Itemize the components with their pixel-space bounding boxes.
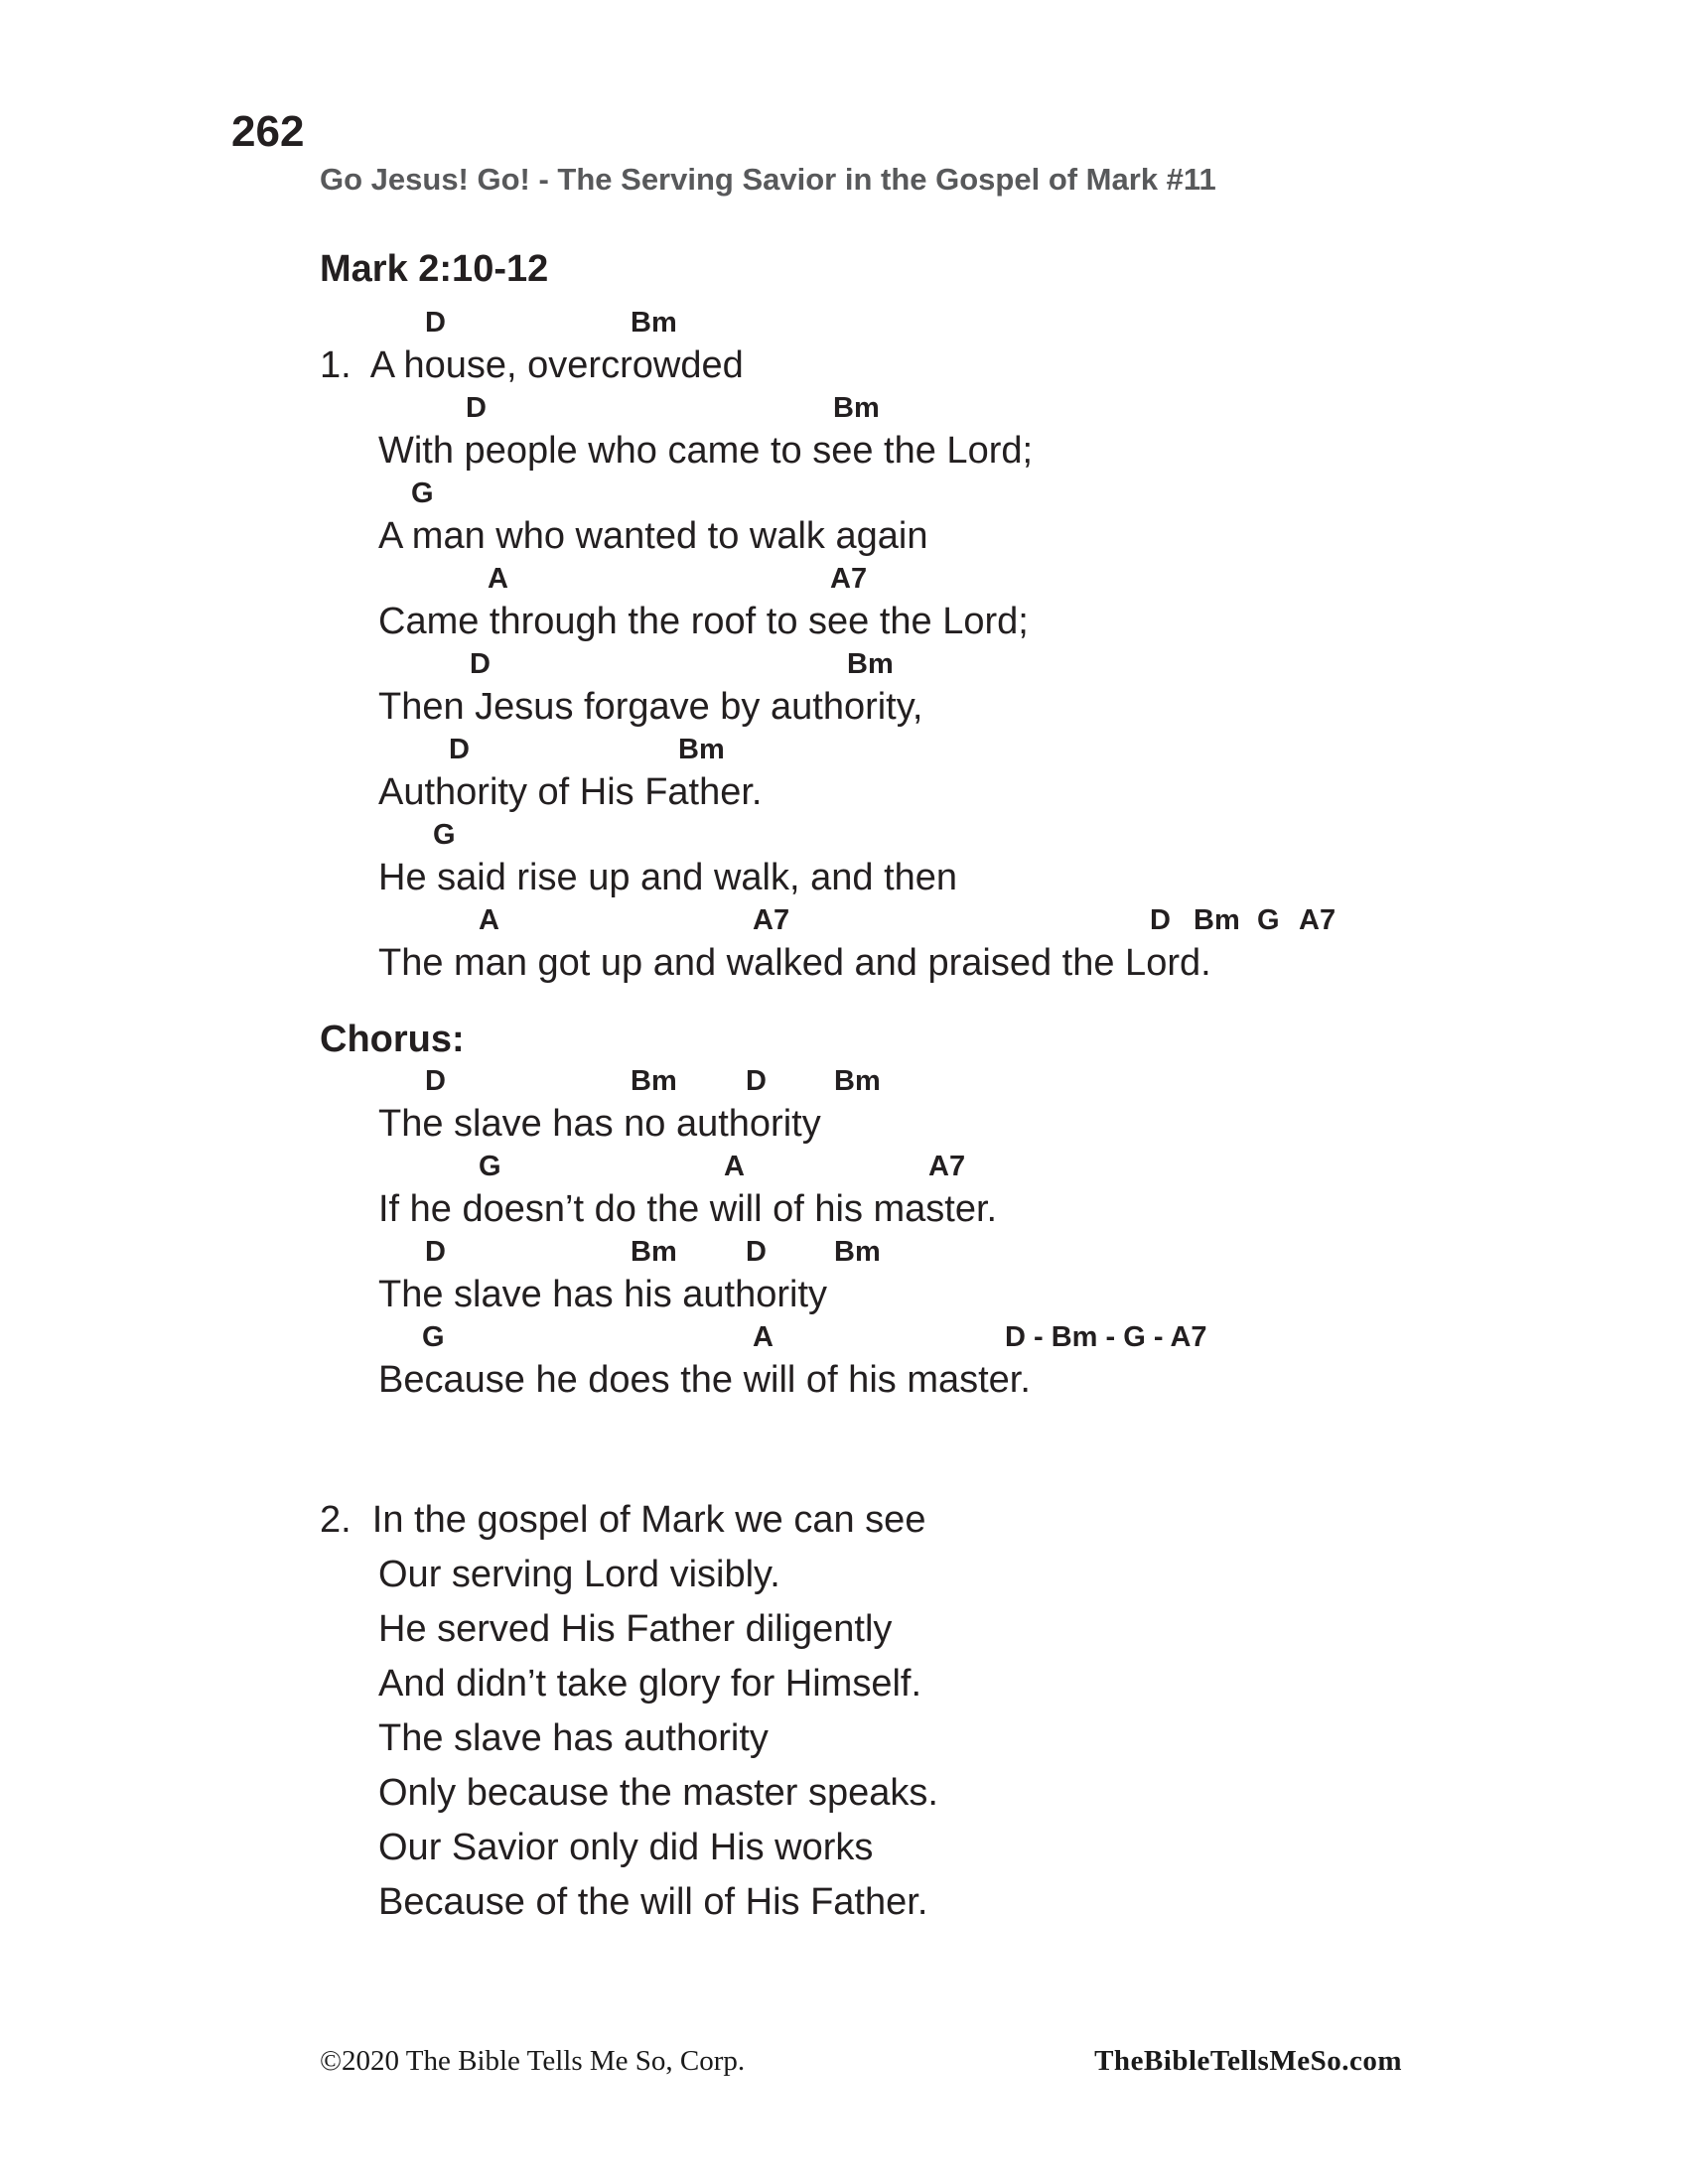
chord-lyric-line <box>320 1235 1472 1320</box>
chord-lyric-line <box>320 1320 1472 1406</box>
chorus-heading: Chorus: <box>320 1019 465 1060</box>
song-series-title: Go Jesus! Go! - The Serving Savior in the Gospel of Mark #11 <box>320 162 1216 197</box>
chord-row <box>320 903 1472 937</box>
chord-symbol: Bm <box>678 734 725 765</box>
chord-symbol: D <box>449 734 470 765</box>
chord-symbol: Bm <box>631 1236 677 1268</box>
lyric-text: Our serving Lord visibly. <box>378 1554 780 1595</box>
lyric-text: He said rise up and walk, and then <box>378 857 958 898</box>
lyric-text: 1. A house, overcrowded <box>320 344 744 386</box>
chord-symbol: A7 <box>753 904 790 936</box>
chord-symbol: A7 <box>830 563 868 595</box>
chord-row <box>320 306 1472 340</box>
chord-row <box>320 1320 1472 1354</box>
lyric-text: A man who wanted to walk again <box>378 515 928 557</box>
chord-symbol: G <box>422 1321 445 1353</box>
lyric-text: And didn’t take glory for Himself. <box>378 1663 922 1705</box>
website-text: TheBibleTellsMeSo.com <box>1094 2045 1402 2077</box>
lyric-line <box>320 1548 1472 1602</box>
chord-symbol: A <box>479 904 499 936</box>
chord-symbol: A7 <box>928 1151 966 1182</box>
lyric-text: The slave has his authority <box>378 1274 828 1315</box>
chord-symbol: Bm <box>1194 904 1240 936</box>
chord-symbol: Bm <box>631 307 677 339</box>
verse-2 <box>320 1493 1472 1930</box>
scripture-heading: Mark 2:10-12 <box>320 248 549 290</box>
lyric-text: Only because the master speaks. <box>378 1772 938 1814</box>
chord-symbol: A <box>724 1151 745 1182</box>
chord-symbol: G <box>1257 904 1280 936</box>
chord-symbol: D <box>746 1065 767 1097</box>
chord-symbol: D <box>746 1236 767 1268</box>
chord-symbol: D <box>425 1236 446 1268</box>
chord-symbol: D <box>425 1065 446 1097</box>
page-footer <box>320 2045 1402 2078</box>
lyric-text: The man got up and walked and praised the Lord. <box>378 942 1211 984</box>
chord-symbol: G <box>411 478 434 509</box>
chord-row <box>320 1150 1472 1183</box>
lyric-line <box>320 1875 1472 1930</box>
chord-lyric-line <box>320 562 1472 647</box>
lyric-line <box>320 1711 1472 1766</box>
lyric-text: Came through the roof to see the Lord; <box>378 601 1029 642</box>
chord-symbol: D <box>1150 904 1171 936</box>
verse-1 <box>320 306 1472 989</box>
chord-symbol: D <box>466 392 487 424</box>
lyric-text: With people who came to see the Lord; <box>378 430 1034 472</box>
chord-lyric-line <box>320 1150 1472 1235</box>
lyric-line <box>320 1657 1472 1711</box>
chord-lyric-line <box>320 647 1472 733</box>
chorus <box>320 1064 1472 1406</box>
chord-symbol: G <box>479 1151 501 1182</box>
chord-row <box>320 562 1472 596</box>
chord-row <box>320 391 1472 425</box>
chord-symbol: Bm <box>833 392 880 424</box>
chord-lyric-line <box>320 1064 1472 1150</box>
chord-lyric-line <box>320 733 1472 818</box>
lyric-text: He served His Father diligently <box>378 1608 893 1650</box>
lyric-text: 2. In the gospel of Mark we can see <box>320 1499 926 1541</box>
chord-symbol: D <box>470 648 491 680</box>
lyric-text: If he doesn’t do the will of his master. <box>378 1188 998 1230</box>
lyric-text: Our Savior only did His works <box>378 1827 874 1868</box>
chord-lyric-line <box>320 391 1472 477</box>
lyric-line <box>320 1493 1472 1548</box>
chord-row <box>320 647 1472 681</box>
lyric-text: The slave has authority <box>378 1717 769 1759</box>
chord-row <box>320 1064 1472 1098</box>
chord-lyric-line <box>320 477 1472 562</box>
lyric-text: Authority of His Father. <box>378 771 763 813</box>
copyright-text: ©2020 The Bible Tells Me So, Corp. <box>320 2045 746 2077</box>
chord-symbol: Bm <box>834 1236 881 1268</box>
chord-symbol: D - Bm - G - A7 <box>1005 1321 1207 1353</box>
lyric-text: Because he does the will of his master. <box>378 1359 1031 1401</box>
lyric-line <box>320 1766 1472 1821</box>
chord-row <box>320 477 1472 510</box>
chord-symbol: Bm <box>631 1065 677 1097</box>
chord-lyric-line <box>320 818 1472 903</box>
song-body <box>320 246 1472 1930</box>
chord-row <box>320 733 1472 766</box>
lyric-line <box>320 1821 1472 1875</box>
page-number: 262 <box>231 107 305 156</box>
lyric-text: Because of the will of His Father. <box>378 1881 928 1923</box>
lyric-text: Then Jesus forgave by authority, <box>378 686 923 728</box>
chord-row <box>320 818 1472 852</box>
chord-lyric-line <box>320 306 1472 391</box>
chord-row <box>320 1235 1472 1269</box>
chord-symbol: A <box>488 563 508 595</box>
chord-symbol: Bm <box>834 1065 881 1097</box>
chord-symbol: A <box>753 1321 774 1353</box>
lyric-text: The slave has no authority <box>378 1103 821 1145</box>
chord-symbol: A7 <box>1299 904 1336 936</box>
chord-symbol: G <box>433 819 456 851</box>
chord-symbol: Bm <box>847 648 894 680</box>
chord-lyric-line <box>320 903 1472 989</box>
chord-symbol: D <box>425 307 446 339</box>
lyric-line <box>320 1602 1472 1657</box>
